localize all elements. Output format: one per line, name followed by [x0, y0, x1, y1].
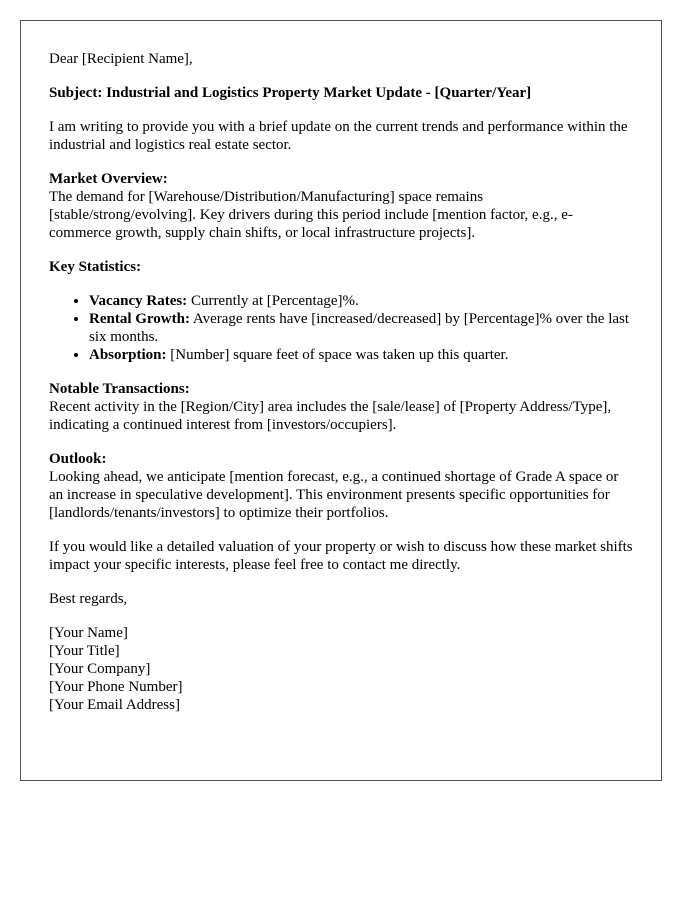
closing-paragraph: If you would like a detailed valuation of your property or wish to discuss how these market shifts impact your specific interests, please feel free to contact me directly. [49, 539, 633, 573]
list-item-rental-growth [89, 310, 633, 346]
list-item-absorption [89, 346, 633, 364]
intro-paragraph: I am writing to provide you with a brief update on the current trends and performance within the industrial and logistics real estate sector. [49, 119, 628, 153]
signature-title: [Your Title] [49, 643, 120, 659]
letter-document [20, 20, 662, 781]
stat-label: Vacancy Rates: [89, 293, 188, 309]
stat-label: Absorption: [89, 347, 167, 363]
signature-email: [Your Email Address] [49, 697, 180, 713]
signature-phone: [Your Phone Number] [49, 679, 183, 695]
sign-off: Best regards, [49, 591, 128, 607]
key-statistics-title: Key Statistics: [49, 259, 142, 275]
market-overview-title: Market Overview: [49, 171, 168, 187]
notable-transactions-body: Recent activity in the [Region/City] area includes the [sale/lease] of [Property Address/Type], indicating a continued interest from [investors/occupiers]. [49, 399, 612, 433]
list-item-vacancy-rates [89, 292, 633, 310]
market-overview-body: The demand for [Warehouse/Distribution/Manufacturing] space remains [stable/strong/evolving]. Key drivers during this period include [mention factor, e.g., e-commerce growth, supply chain shifts, or local infrastructure projects]. [49, 189, 573, 241]
notable-transactions-section [49, 380, 633, 434]
stat-text: [Number] square feet of space was taken up this quarter. [166, 347, 509, 363]
outlook-body: Looking ahead, we anticipate [mention forecast, e.g., a continued shortage of Grade A space or an increase in speculative development]. This environment presents specific opportunities for [landlords/tenants/investors] to optimize their portfolios. [49, 469, 619, 521]
signature-block [49, 624, 633, 714]
signature-company: [Your Company] [49, 661, 151, 677]
stat-text: Currently at [Percentage]%. [187, 293, 359, 309]
stat-text: Average rents have [increased/decreased] by [Percentage]% over the last six months. [89, 311, 630, 345]
stat-label: Rental Growth: [89, 311, 190, 327]
outlook-section [49, 450, 633, 522]
subject-line: Subject: Industrial and Logistics Property Market Update - [Quarter/Year] [49, 85, 532, 101]
signature-name: [Your Name] [49, 625, 128, 641]
outlook-title: Outlook: [49, 451, 107, 467]
salutation: Dear [Recipient Name], [49, 51, 193, 67]
market-overview-section [49, 170, 633, 242]
notable-transactions-title: Notable Transactions: [49, 381, 190, 397]
key-statistics-list [49, 292, 633, 364]
